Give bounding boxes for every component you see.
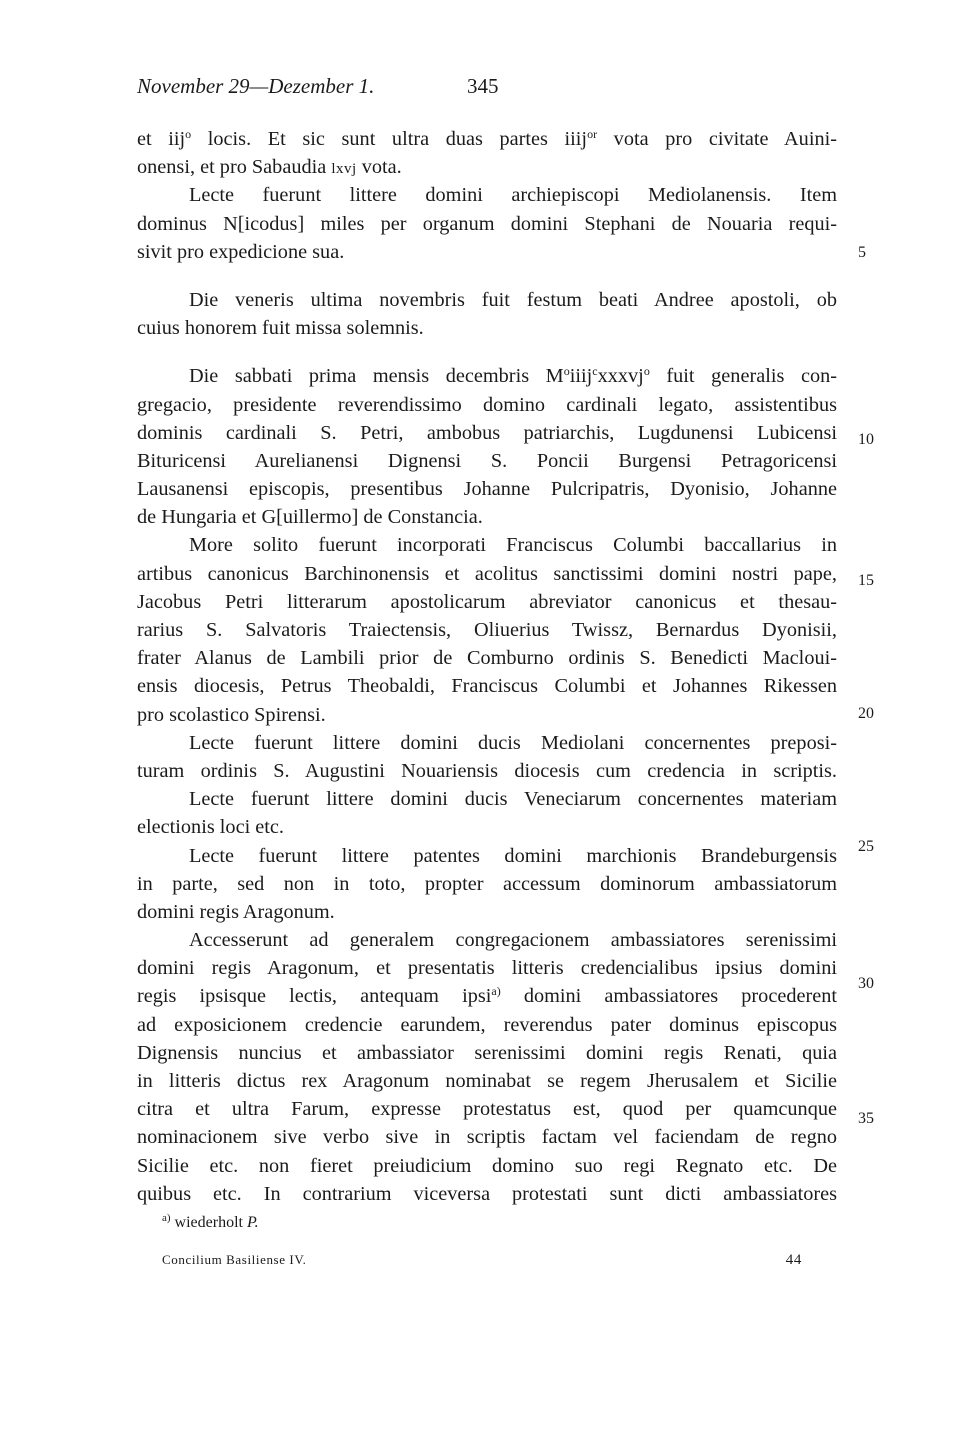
- roman-numeral: lxvj: [331, 161, 357, 178]
- margin-line-number: 15: [858, 572, 874, 589]
- signature-number: 44: [785, 1252, 802, 1268]
- text-line: Jacobus Petri litterarum apostolicarum abreviator canonicus et thesau-: [137, 590, 837, 613]
- text-line: artibus canonicus Barchinonensis et acolitus sanctissimi domini nostri pape,: [137, 562, 837, 585]
- main-text: [137, 125, 837, 1208]
- text-line: Lecte fuerunt littere domini ducis Veneciarum concernentes materiam: [189, 788, 837, 811]
- text-line: pro scolastico Spirensi.: [137, 703, 326, 726]
- text-line: in parte, sed non in toto, propter accessum dominorum ambassiatorum: [137, 872, 837, 895]
- text-line: sivit pro expedicione sua.: [137, 240, 345, 263]
- running-title: November 29—Dezember 1.: [137, 74, 375, 98]
- text-line: ensis diocesis, Petrus Theobaldi, Franciscus Columbi et Johannes Rikessen: [137, 675, 837, 698]
- signature-line: [162, 1252, 802, 1274]
- margin-line-number: 25: [858, 838, 874, 855]
- text-line: domini regis Aragonum.: [137, 900, 335, 923]
- page-number: 345: [467, 74, 499, 98]
- footnote-siglum: P.: [246, 1214, 259, 1231]
- margin-line-number: 30: [858, 975, 874, 992]
- text-line: turam ordinis S. Augustini Nouariensis diocesis cum credencia in scriptis.: [137, 759, 837, 782]
- signature-title: Concilium Basiliense IV.: [162, 1252, 307, 1267]
- text-line: citra et ultra Farum, expresse protestatus est, quod per quamcunque: [137, 1098, 837, 1121]
- margin-line-number: 35: [858, 1110, 874, 1127]
- text-line: et iij$^o$ locis. Et sic sunt ultra duas partes iiij$^{or}$ vota pro civitate Auini-: [137, 127, 837, 150]
- text-line: regis ipsisque lectis, antequam ipsi$^{a)}$ domini ambassiatores procederent: [137, 984, 837, 1008]
- margin-line-number: 5: [858, 244, 866, 261]
- footnote: $^{a)}$ wiederholt P.: [162, 1212, 259, 1231]
- text-line: ad exposicionem credencie earundem, reverendus pater dominus episcopus: [137, 1013, 837, 1036]
- text-line: dominis cardinali S. Petri, ambobus patriarchis, Lugdunensi Lubicensi: [137, 421, 837, 444]
- text-line: Dignensis nuncius et ambassiator serenissimi domini regis Renati, quia: [137, 1041, 837, 1064]
- text-line: in litteris dictus rex Aragonum nominabat se regem Jherusalem et Sicilie: [137, 1070, 837, 1092]
- text-line: nominacionem sive verbo sive in scriptis factam vel faciendam de regno: [137, 1126, 837, 1149]
- text-line: Accesserunt ad generalem congregacionem ambassiatores serenissimi: [189, 929, 837, 952]
- text-line: More solito fuerunt incorporati Franciscus Columbi baccallarius in: [189, 534, 837, 557]
- text-line: onensi, et pro Sabaudia lxvj vota.: [137, 156, 402, 179]
- margin-line-number: 10: [858, 431, 874, 448]
- text-line: dominus N[icodus] miles per organum domini Stephani de Nouaria requi-: [137, 212, 837, 235]
- footnote-mark: a): [162, 1212, 171, 1224]
- text-line: Bituricensi Aurelianensi Dignensi S. Poncii Burgensi Petragoricensi: [137, 449, 837, 472]
- text-line: domini regis Aragonum, et presentatis litteris credencialibus ipsius domini: [137, 957, 837, 980]
- text-line: Lecte fuerunt littere patentes domini marchionis Brandeburgensis: [189, 844, 837, 867]
- margin-line-number: 20: [858, 705, 874, 722]
- text-line: cuius honorem fuit missa solemnis.: [137, 317, 424, 340]
- text-line: Lecte fuerunt littere domini archiepiscopi Mediolanensis. Item: [189, 184, 837, 207]
- text-line: gregacio, presidente reverendissimo domino cardinali legato, assistentibus: [137, 393, 837, 416]
- text-line: Die sabbati prima mensis decembris $M^oiiij^cxxxvj^o$ fuit generalis con-: [189, 364, 837, 388]
- text-line: rarius S. Salvatoris Traiectensis, Oliuerius Twissz, Bernardus Dyonisii,: [137, 619, 837, 641]
- text-line: de Hungaria et G[uillermo] de Constancia.: [137, 506, 483, 529]
- running-header: [137, 74, 837, 104]
- text-line: Sicilie etc. non fieret preiudicium domino suo regi Regnato etc. De: [137, 1154, 837, 1177]
- text-line: Lecte fuerunt littere domini ducis Mediolani concernentes preposi-: [189, 731, 837, 754]
- text-line: electionis loci etc.: [137, 816, 284, 839]
- text-line: frater Alanus de Lambili prior de Comburno ordinis S. Benedicti Macloui-: [137, 647, 837, 670]
- text-line: Die veneris ultima novembris fuit festum beati Andree apostoli, ob: [189, 288, 837, 311]
- text-line: quibus etc. In contrarium viceversa protestati sunt dicti ambassiatores: [137, 1182, 837, 1205]
- text-line: Lausanensi episcopis, presentibus Johanne Pulcripatris, Dyonisio, Johanne: [137, 478, 837, 501]
